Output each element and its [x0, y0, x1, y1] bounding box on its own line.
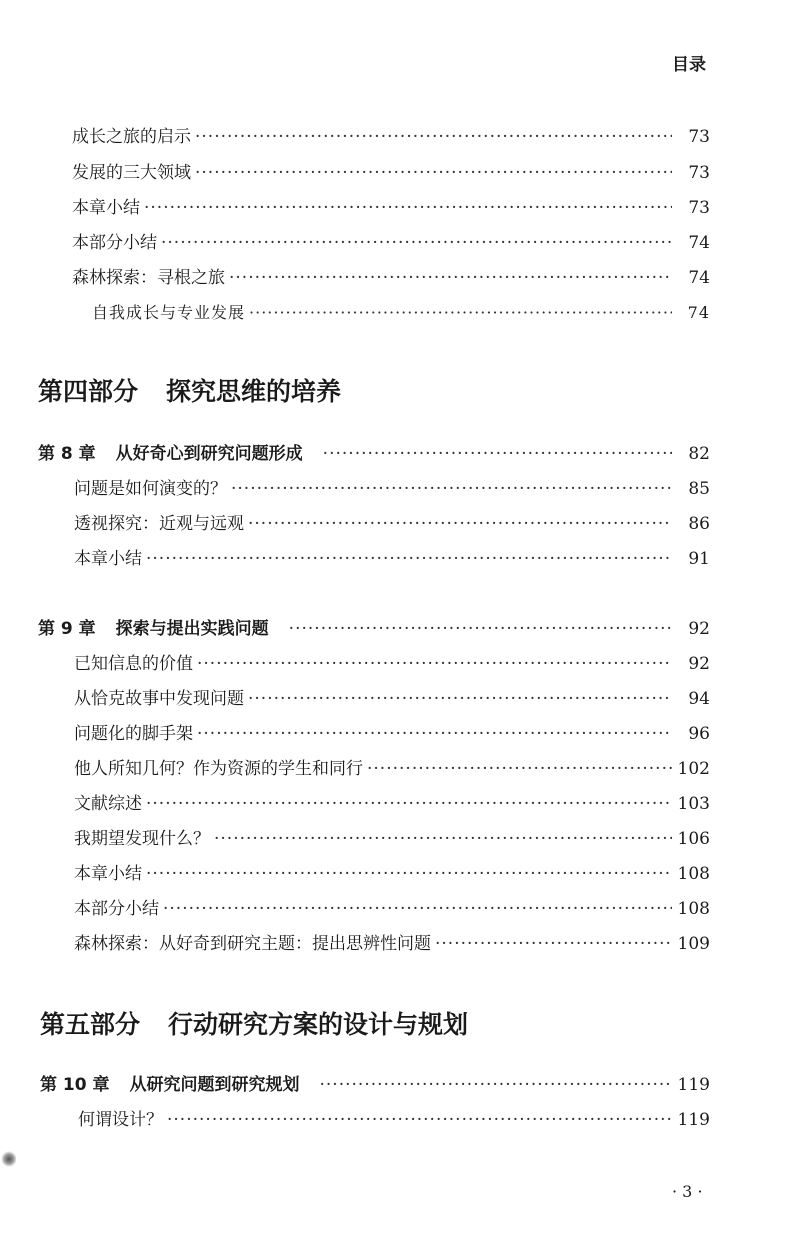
- toc-entry[interactable]: [74, 548, 710, 570]
- dot-leader: [163, 898, 672, 920]
- dot-leader: [161, 232, 672, 254]
- toc-entry[interactable]: [74, 828, 710, 850]
- toc-entry-label: 森林探索：从好奇到研究主题：提出思辨性问题: [74, 934, 431, 954]
- toc-entry[interactable]: [72, 162, 710, 184]
- chapter-page: 119: [677, 1075, 710, 1095]
- dot-leader: [195, 126, 672, 148]
- part-title: 探究思维的培养: [166, 377, 342, 406]
- toc-entry-label: 本章小结: [72, 198, 140, 218]
- dot-leader: [435, 933, 672, 955]
- toc-entry[interactable]: [72, 197, 710, 219]
- dot-leader: [248, 688, 672, 710]
- toc-entry[interactable]: [78, 1109, 710, 1131]
- toc-entry-page: 109: [677, 934, 710, 954]
- toc-entry-label: 从恰克故事中发现问题: [74, 689, 244, 709]
- chapter-label: [38, 443, 303, 465]
- toc-entry-page: 108: [677, 864, 710, 884]
- toc-entry-page: 74: [687, 303, 710, 322]
- toc-entry[interactable]: [74, 933, 710, 955]
- toc-entry-label: 他人所知几何？作为资源的学生和同行: [74, 759, 363, 779]
- toc-entry-label: 我期望发现什么？: [74, 829, 210, 849]
- toc-entry[interactable]: [74, 653, 710, 675]
- toc-entry[interactable]: [72, 126, 710, 148]
- dot-leader: [231, 478, 672, 500]
- chapter-title: 探索与提出实践问题: [115, 619, 269, 639]
- toc-entry[interactable]: [72, 267, 710, 289]
- toc-entry-label: 本章小结: [74, 549, 142, 569]
- part-number: 第五部分: [40, 1010, 141, 1039]
- chapter-number: 第 8 章: [38, 444, 96, 464]
- toc-entry[interactable]: [74, 478, 710, 500]
- part-heading: [40, 1005, 468, 1041]
- toc-entry-label: 文献综述: [74, 794, 142, 814]
- dot-leader: [367, 758, 672, 780]
- toc-entry-page: 73: [688, 127, 710, 147]
- toc-entry-page: 91: [688, 549, 710, 569]
- toc-entry[interactable]: [74, 898, 710, 920]
- toc-entry-label: 透视探究：近观与远观: [74, 514, 244, 534]
- toc-entry-page: 96: [688, 724, 710, 744]
- dot-leader: [214, 828, 672, 850]
- toc-entry-label: 自我成长与专业发展: [92, 303, 246, 322]
- toc-entry-page: 106: [677, 829, 710, 849]
- toc-entry-label: 问题是如何演变的？: [74, 479, 227, 499]
- toc-entry-page: 86: [688, 514, 710, 534]
- toc-entry-label: 森林探索：寻根之旅: [72, 268, 225, 288]
- part-number: 第四部分: [38, 377, 139, 406]
- chapter-label: [38, 618, 269, 640]
- toc-entry-label: 本章小结: [74, 864, 142, 884]
- dot-leader: [229, 267, 672, 289]
- dot-leader: [146, 863, 672, 885]
- toc-subentry[interactable]: [92, 302, 710, 324]
- toc-entry[interactable]: [74, 793, 710, 815]
- toc-entry-label: 已知信息的价值: [74, 654, 193, 674]
- chapter-title: 从好奇心到研究问题形成: [115, 444, 303, 464]
- dot-leader: [197, 723, 672, 745]
- toc-entry[interactable]: [74, 758, 710, 780]
- scan-smudge: [2, 1150, 16, 1168]
- toc-entry[interactable]: [72, 232, 710, 254]
- chapter-number: 第 10 章: [40, 1075, 110, 1095]
- part-title: 行动研究方案的设计与规划: [168, 1010, 469, 1039]
- dot-leader: [144, 197, 672, 219]
- toc-entry-page: 85: [688, 479, 710, 499]
- dot-leader: [167, 1109, 672, 1131]
- page-number: · 3 ·: [672, 1182, 703, 1201]
- dot-leader: [323, 443, 672, 465]
- chapter-title: 从研究问题到研究规划: [129, 1075, 300, 1095]
- toc-entry[interactable]: [74, 688, 710, 710]
- toc-entry-label: 发展的三大领域: [72, 163, 191, 183]
- dot-leader: [320, 1074, 673, 1096]
- dot-leader: [248, 513, 672, 535]
- chapter-label: [40, 1074, 300, 1096]
- toc-entry-label: 问题化的脚手架: [74, 724, 193, 744]
- dot-leader: [146, 548, 672, 570]
- dot-leader: [195, 162, 672, 184]
- dot-leader: [249, 302, 672, 324]
- chapter-entry[interactable]: [40, 1074, 710, 1096]
- toc-entry-label: 本部分小结: [74, 899, 159, 919]
- toc-entry-label: 成长之旅的启示: [72, 127, 191, 147]
- dot-leader: [197, 653, 672, 675]
- toc-entry-page: 74: [688, 233, 710, 253]
- toc-entry-page: 73: [688, 198, 710, 218]
- chapter-page: 92: [688, 619, 710, 639]
- toc-entry-page: 108: [677, 899, 710, 919]
- toc-entry[interactable]: [74, 723, 710, 745]
- toc-entry-label: 本部分小结: [72, 233, 157, 253]
- toc-entry[interactable]: [74, 513, 710, 535]
- toc-entry-page: 92: [688, 654, 710, 674]
- toc-entry-page: 119: [677, 1110, 710, 1130]
- toc-entry-page: 73: [688, 163, 710, 183]
- toc-entry-page: 102: [677, 759, 710, 779]
- toc-entry-label: 何谓设计？: [78, 1110, 163, 1130]
- toc-entry-page: 103: [677, 794, 710, 814]
- chapter-page: 82: [688, 444, 710, 464]
- chapter-entry[interactable]: [38, 618, 710, 640]
- toc-entry-page: 74: [688, 268, 710, 288]
- chapter-number: 第 9 章: [38, 619, 96, 639]
- dot-leader: [289, 618, 672, 640]
- part-heading: [38, 372, 341, 408]
- chapter-entry[interactable]: [38, 443, 710, 465]
- toc-entry[interactable]: [74, 863, 710, 885]
- dot-leader: [146, 793, 672, 815]
- running-header-title: 目录: [672, 55, 706, 75]
- toc-entry-page: 94: [688, 689, 710, 709]
